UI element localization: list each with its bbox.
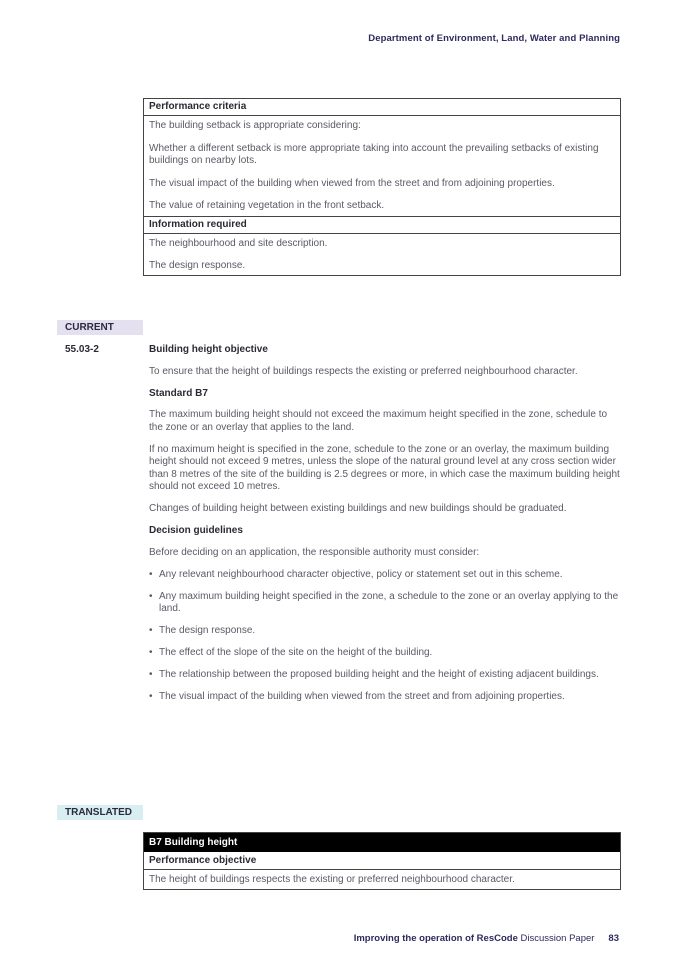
performance-item: Whether a different setback is more appropriate taking into account the prevailing setbacks of existing buildings on nearby lots. xyxy=(149,142,599,166)
performance-criteria-body xyxy=(144,115,620,216)
footer-title-rest: Discussion Paper xyxy=(517,933,595,944)
department-header: Department of Environment, Land, Water and Planning xyxy=(368,33,620,44)
list-item: • The design response. xyxy=(149,625,621,638)
standard-paragraph: If no maximum height is specified in the zone, schedule to the zone or an overlay, the maximum building height should not exceed 9 metres, unless the slope of the natural ground level at any cross section wider than 8 metres of the site of the building is 2.5 degrees or more, in which case the maximum building height should not exceed 10 metres. xyxy=(149,443,620,492)
performance-criteria-table xyxy=(143,98,621,276)
standard-paragraph: Changes of building height between existing buildings and new buildings should be graduated. xyxy=(149,503,567,514)
clause-number: 55.03-2 xyxy=(65,344,99,355)
footer-title-bold: Improving the operation of ResCode xyxy=(353,933,518,944)
page-footer xyxy=(354,933,619,944)
performance-item: The visual impact of the building when viewed from the street and from adjoining properties. xyxy=(149,177,555,189)
translated-table-title: B7 Building height xyxy=(144,833,620,852)
list-item: • Any relevant neighbourhood character objective, policy or statement set out in this scheme. xyxy=(149,569,621,582)
information-required-heading: Information required xyxy=(144,216,620,233)
performance-item: The value of retaining vegetation in the front setback. xyxy=(149,200,385,211)
objective-text: To ensure that the height of buildings respects the existing or preferred neighbourhood character. xyxy=(149,365,578,377)
information-required-body xyxy=(144,233,620,275)
guidelines-list xyxy=(149,569,621,704)
list-item: • The relationship between the proposed building height and the height of existing adjacent buildings. xyxy=(149,669,621,682)
current-clause xyxy=(149,344,621,713)
performance-criteria-heading: Performance criteria xyxy=(149,101,247,112)
translated-tag: TRANSLATED xyxy=(57,805,143,820)
page-number: 83 xyxy=(608,933,619,944)
list-item: • The visual impact of the building when viewed from the street and from adjoining properties. xyxy=(149,691,621,704)
guidelines-intro: Before deciding on an application, the responsible authority must consider: xyxy=(149,546,480,558)
standard-paragraph: The maximum building height should not exceed the maximum height specified in the zone, schedule to the zone or an overlay that applies to the land. xyxy=(149,409,608,433)
performance-objective-text: The height of buildings respects the existing or preferred neighbourhood character. xyxy=(144,869,620,889)
guidelines-heading: Decision guidelines xyxy=(149,525,243,536)
clause-title: Building height objective xyxy=(149,344,268,355)
current-tag: CURRENT xyxy=(57,320,143,335)
list-item: • Any maximum building height specified in the zone, a schedule to the zone or an overlay applying to the land. xyxy=(149,591,621,616)
info-item: The design response. xyxy=(149,260,246,271)
translated-table xyxy=(143,832,621,890)
list-item: • The effect of the slope of the site on the height of the building. xyxy=(149,647,621,660)
info-item: The neighbourhood and site description. xyxy=(149,237,328,249)
standard-heading: Standard B7 xyxy=(149,387,208,399)
performance-item: The building setback is appropriate considering: xyxy=(149,120,361,131)
performance-objective-heading: Performance objective xyxy=(149,855,257,866)
